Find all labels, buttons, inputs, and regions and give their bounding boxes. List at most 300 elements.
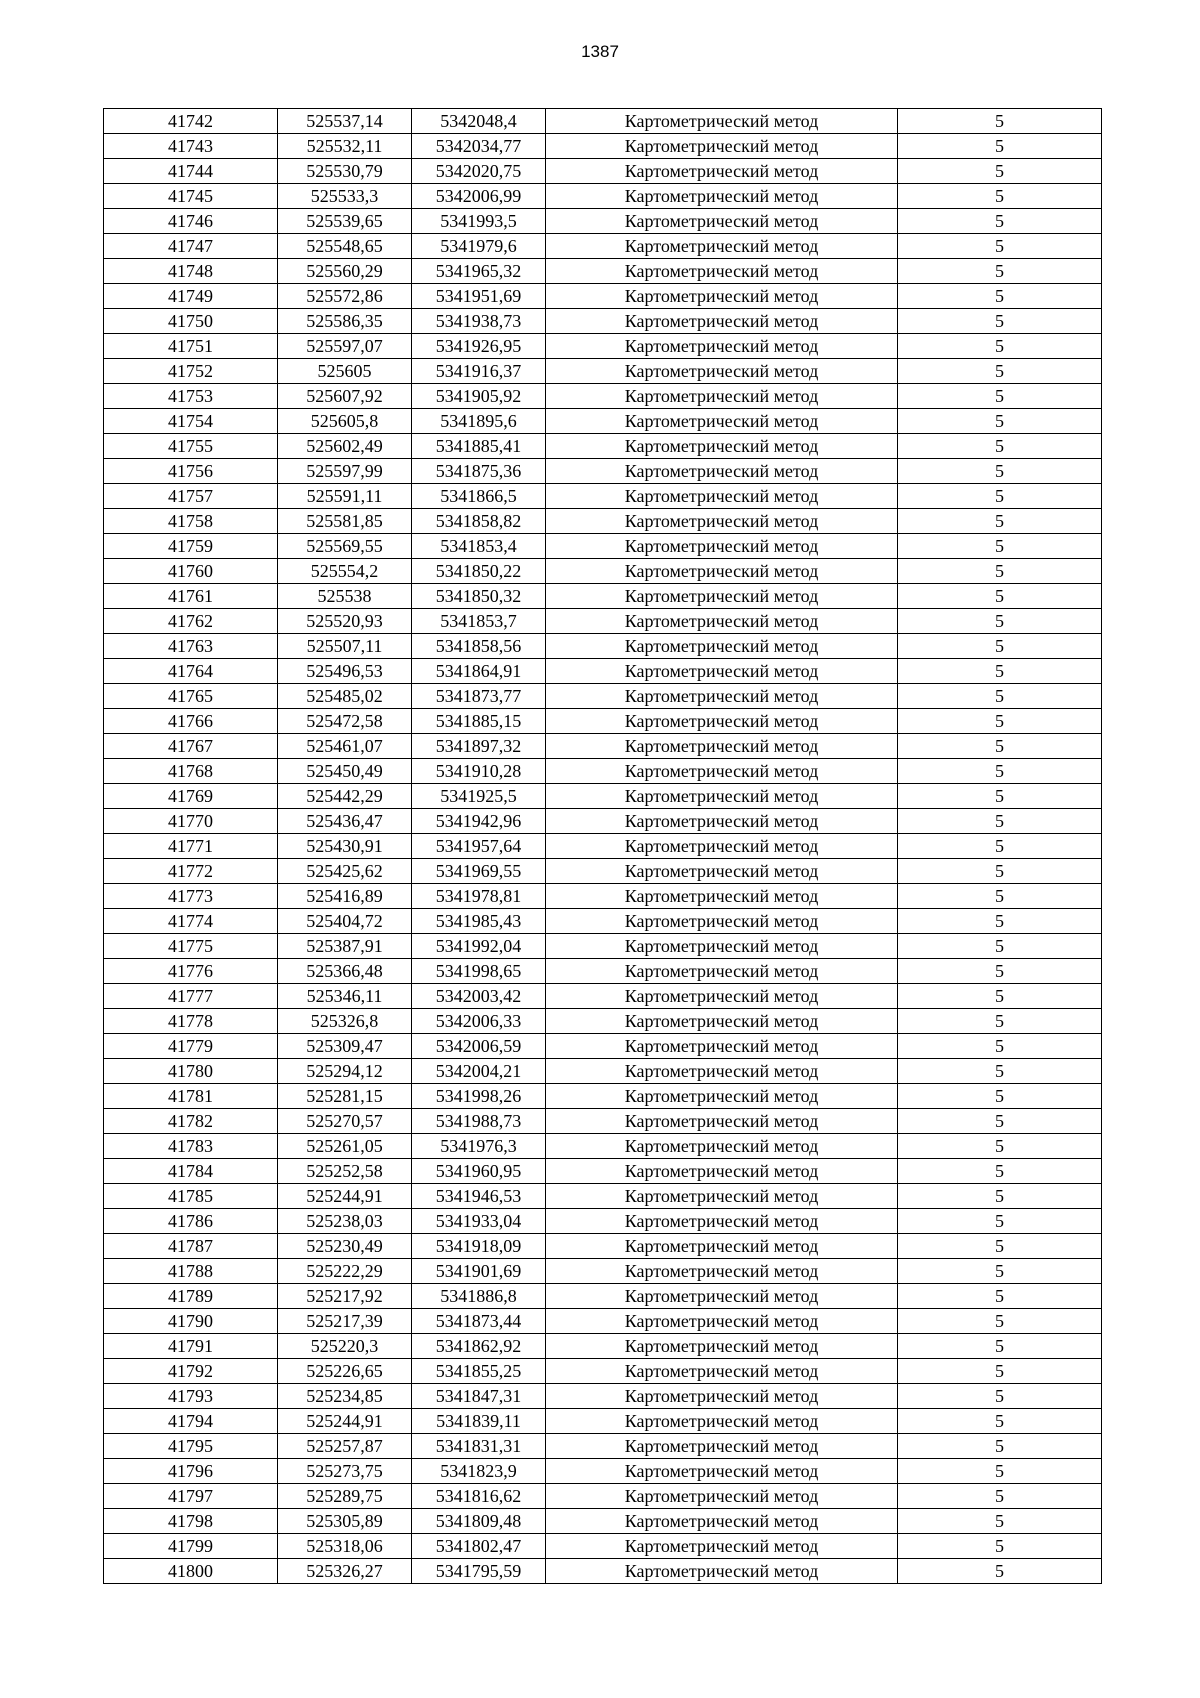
table-row <box>104 884 1102 909</box>
y-coordinate-cell: 5341979,6 <box>412 234 546 259</box>
table-row <box>104 609 1102 634</box>
table-row <box>104 859 1102 884</box>
y-coordinate-cell: 5341873,44 <box>412 1309 546 1334</box>
accuracy-cell: 5 <box>898 459 1102 484</box>
point-number-cell: 41777 <box>104 984 278 1009</box>
method-cell: Картометрический метод <box>546 259 898 284</box>
accuracy-cell: 5 <box>898 559 1102 584</box>
point-number-cell: 41786 <box>104 1209 278 1234</box>
accuracy-cell: 5 <box>898 1259 1102 1284</box>
method-cell: Картометрический метод <box>546 484 898 509</box>
accuracy-cell: 5 <box>898 1059 1102 1084</box>
table-row <box>104 1159 1102 1184</box>
accuracy-cell: 5 <box>898 284 1102 309</box>
accuracy-cell: 5 <box>898 209 1102 234</box>
method-cell: Картометрический метод <box>546 559 898 584</box>
y-coordinate-cell: 5341886,8 <box>412 1284 546 1309</box>
x-coordinate-cell: 525605,8 <box>278 409 412 434</box>
x-coordinate-cell: 525257,87 <box>278 1434 412 1459</box>
accuracy-cell: 5 <box>898 1509 1102 1534</box>
accuracy-cell: 5 <box>898 684 1102 709</box>
accuracy-cell: 5 <box>898 634 1102 659</box>
point-number-cell: 41799 <box>104 1534 278 1559</box>
point-number-cell: 41791 <box>104 1334 278 1359</box>
accuracy-cell: 5 <box>898 959 1102 984</box>
y-coordinate-cell: 5341850,22 <box>412 559 546 584</box>
method-cell: Картометрический метод <box>546 1184 898 1209</box>
method-cell: Картометрический метод <box>546 859 898 884</box>
table-row <box>104 1359 1102 1384</box>
y-coordinate-cell: 5341864,91 <box>412 659 546 684</box>
x-coordinate-cell: 525326,8 <box>278 1009 412 1034</box>
table-row <box>104 409 1102 434</box>
point-number-cell: 41793 <box>104 1384 278 1409</box>
x-coordinate-cell: 525326,27 <box>278 1559 412 1584</box>
y-coordinate-cell: 5341976,3 <box>412 1134 546 1159</box>
accuracy-cell: 5 <box>898 409 1102 434</box>
table-row <box>104 1309 1102 1334</box>
accuracy-cell: 5 <box>898 534 1102 559</box>
accuracy-cell: 5 <box>898 1034 1102 1059</box>
point-number-cell: 41783 <box>104 1134 278 1159</box>
point-number-cell: 41773 <box>104 884 278 909</box>
x-coordinate-cell: 525294,12 <box>278 1059 412 1084</box>
point-number-cell: 41754 <box>104 409 278 434</box>
point-number-cell: 41781 <box>104 1084 278 1109</box>
y-coordinate-cell: 5341992,04 <box>412 934 546 959</box>
y-coordinate-cell: 5341951,69 <box>412 284 546 309</box>
method-cell: Картометрический метод <box>546 1359 898 1384</box>
x-coordinate-cell: 525404,72 <box>278 909 412 934</box>
y-coordinate-cell: 5341802,47 <box>412 1534 546 1559</box>
x-coordinate-cell: 525281,15 <box>278 1084 412 1109</box>
table-row <box>104 459 1102 484</box>
point-number-cell: 41762 <box>104 609 278 634</box>
x-coordinate-cell: 525222,29 <box>278 1259 412 1284</box>
x-coordinate-cell: 525217,92 <box>278 1284 412 1309</box>
y-coordinate-cell: 5341853,4 <box>412 534 546 559</box>
point-number-cell: 41774 <box>104 909 278 934</box>
accuracy-cell: 5 <box>898 1434 1102 1459</box>
table-row <box>104 659 1102 684</box>
y-coordinate-cell: 5341918,09 <box>412 1234 546 1259</box>
y-coordinate-cell: 5341895,6 <box>412 409 546 434</box>
table-row <box>104 584 1102 609</box>
point-number-cell: 41794 <box>104 1409 278 1434</box>
accuracy-cell: 5 <box>898 1134 1102 1159</box>
point-number-cell: 41784 <box>104 1159 278 1184</box>
table-row <box>104 1534 1102 1559</box>
method-cell: Картометрический метод <box>546 909 898 934</box>
x-coordinate-cell: 525230,49 <box>278 1234 412 1259</box>
point-number-cell: 41764 <box>104 659 278 684</box>
table-row <box>104 384 1102 409</box>
method-cell: Картометрический метод <box>546 684 898 709</box>
method-cell: Картометрический метод <box>546 459 898 484</box>
method-cell: Картометрический метод <box>546 1459 898 1484</box>
accuracy-cell: 5 <box>898 509 1102 534</box>
y-coordinate-cell: 5341885,41 <box>412 434 546 459</box>
accuracy-cell: 5 <box>898 334 1102 359</box>
point-number-cell: 41743 <box>104 134 278 159</box>
table-row <box>104 309 1102 334</box>
point-number-cell: 41782 <box>104 1109 278 1134</box>
x-coordinate-cell: 525507,11 <box>278 634 412 659</box>
accuracy-cell: 5 <box>898 1534 1102 1559</box>
point-number-cell: 41744 <box>104 159 278 184</box>
point-number-cell: 41745 <box>104 184 278 209</box>
table-row <box>104 359 1102 384</box>
table-row <box>104 259 1102 284</box>
accuracy-cell: 5 <box>898 1409 1102 1434</box>
point-number-cell: 41767 <box>104 734 278 759</box>
accuracy-cell: 5 <box>898 1384 1102 1409</box>
x-coordinate-cell: 525442,29 <box>278 784 412 809</box>
method-cell: Картометрический метод <box>546 1134 898 1159</box>
x-coordinate-cell: 525572,86 <box>278 284 412 309</box>
table-row <box>104 684 1102 709</box>
y-coordinate-cell: 5341853,7 <box>412 609 546 634</box>
y-coordinate-cell: 5341873,77 <box>412 684 546 709</box>
method-cell: Картометрический метод <box>546 959 898 984</box>
table-row <box>104 1434 1102 1459</box>
x-coordinate-cell: 525461,07 <box>278 734 412 759</box>
coordinates-table <box>103 108 1102 1584</box>
method-cell: Картометрический метод <box>546 1309 898 1334</box>
accuracy-cell: 5 <box>898 359 1102 384</box>
accuracy-cell: 5 <box>898 134 1102 159</box>
accuracy-cell: 5 <box>898 434 1102 459</box>
x-coordinate-cell: 525485,02 <box>278 684 412 709</box>
point-number-cell: 41757 <box>104 484 278 509</box>
table-row <box>104 759 1102 784</box>
method-cell: Картометрический метод <box>546 109 898 134</box>
y-coordinate-cell: 5342006,33 <box>412 1009 546 1034</box>
point-number-cell: 41747 <box>104 234 278 259</box>
table-row <box>104 1059 1102 1084</box>
accuracy-cell: 5 <box>898 934 1102 959</box>
y-coordinate-cell: 5341969,55 <box>412 859 546 884</box>
table-row <box>104 109 1102 134</box>
x-coordinate-cell: 525217,39 <box>278 1309 412 1334</box>
method-cell: Картометрический метод <box>546 1534 898 1559</box>
table-row <box>104 1134 1102 1159</box>
x-coordinate-cell: 525538 <box>278 584 412 609</box>
method-cell: Картометрический метод <box>546 284 898 309</box>
method-cell: Картометрический метод <box>546 1084 898 1109</box>
table-row <box>104 709 1102 734</box>
x-coordinate-cell: 525532,11 <box>278 134 412 159</box>
method-cell: Картометрический метод <box>546 1384 898 1409</box>
accuracy-cell: 5 <box>898 1334 1102 1359</box>
y-coordinate-cell: 5341831,31 <box>412 1434 546 1459</box>
y-coordinate-cell: 5341998,65 <box>412 959 546 984</box>
table-row <box>104 134 1102 159</box>
x-coordinate-cell: 525226,65 <box>278 1359 412 1384</box>
method-cell: Картометрический метод <box>546 1109 898 1134</box>
x-coordinate-cell: 525309,47 <box>278 1034 412 1059</box>
method-cell: Картометрический метод <box>546 884 898 909</box>
point-number-cell: 41788 <box>104 1259 278 1284</box>
x-coordinate-cell: 525220,3 <box>278 1334 412 1359</box>
accuracy-cell: 5 <box>898 1234 1102 1259</box>
accuracy-cell: 5 <box>898 1309 1102 1334</box>
point-number-cell: 41766 <box>104 709 278 734</box>
accuracy-cell: 5 <box>898 984 1102 1009</box>
y-coordinate-cell: 5341985,43 <box>412 909 546 934</box>
table-row <box>104 959 1102 984</box>
accuracy-cell: 5 <box>898 809 1102 834</box>
y-coordinate-cell: 5341795,59 <box>412 1559 546 1584</box>
y-coordinate-cell: 5341823,9 <box>412 1459 546 1484</box>
table-row <box>104 984 1102 1009</box>
x-coordinate-cell: 525602,49 <box>278 434 412 459</box>
y-coordinate-cell: 5341957,64 <box>412 834 546 859</box>
table-row <box>104 1209 1102 1234</box>
y-coordinate-cell: 5341901,69 <box>412 1259 546 1284</box>
method-cell: Картометрический метод <box>546 834 898 859</box>
table-row <box>104 1559 1102 1584</box>
method-cell: Картометрический метод <box>546 784 898 809</box>
table-row <box>104 809 1102 834</box>
table-row <box>104 284 1102 309</box>
accuracy-cell: 5 <box>898 909 1102 934</box>
accuracy-cell: 5 <box>898 609 1102 634</box>
table-row <box>104 1509 1102 1534</box>
table-row <box>104 1034 1102 1059</box>
point-number-cell: 41795 <box>104 1434 278 1459</box>
point-number-cell: 41797 <box>104 1484 278 1509</box>
point-number-cell: 41771 <box>104 834 278 859</box>
y-coordinate-cell: 5341946,53 <box>412 1184 546 1209</box>
y-coordinate-cell: 5341933,04 <box>412 1209 546 1234</box>
table-row <box>104 534 1102 559</box>
accuracy-cell: 5 <box>898 1009 1102 1034</box>
accuracy-cell: 5 <box>898 234 1102 259</box>
x-coordinate-cell: 525539,65 <box>278 209 412 234</box>
accuracy-cell: 5 <box>898 659 1102 684</box>
y-coordinate-cell: 5342020,75 <box>412 159 546 184</box>
method-cell: Картометрический метод <box>546 1284 898 1309</box>
point-number-cell: 41779 <box>104 1034 278 1059</box>
method-cell: Картометрический метод <box>546 434 898 459</box>
x-coordinate-cell: 525238,03 <box>278 1209 412 1234</box>
x-coordinate-cell: 525548,65 <box>278 234 412 259</box>
x-coordinate-cell: 525244,91 <box>278 1409 412 1434</box>
method-cell: Картометрический метод <box>546 1259 898 1284</box>
point-number-cell: 41789 <box>104 1284 278 1309</box>
table-row <box>104 234 1102 259</box>
y-coordinate-cell: 5341942,96 <box>412 809 546 834</box>
x-coordinate-cell: 525591,11 <box>278 484 412 509</box>
x-coordinate-cell: 525261,05 <box>278 1134 412 1159</box>
method-cell: Картометрический метод <box>546 1009 898 1034</box>
y-coordinate-cell: 5341938,73 <box>412 309 546 334</box>
accuracy-cell: 5 <box>898 834 1102 859</box>
accuracy-cell: 5 <box>898 1359 1102 1384</box>
x-coordinate-cell: 525597,99 <box>278 459 412 484</box>
table-row <box>104 1384 1102 1409</box>
x-coordinate-cell: 525289,75 <box>278 1484 412 1509</box>
point-number-cell: 41763 <box>104 634 278 659</box>
x-coordinate-cell: 525270,57 <box>278 1109 412 1134</box>
table-row <box>104 934 1102 959</box>
table-row <box>104 184 1102 209</box>
point-number-cell: 41742 <box>104 109 278 134</box>
table-row <box>104 334 1102 359</box>
x-coordinate-cell: 525387,91 <box>278 934 412 959</box>
point-number-cell: 41755 <box>104 434 278 459</box>
x-coordinate-cell: 525318,06 <box>278 1534 412 1559</box>
y-coordinate-cell: 5341862,92 <box>412 1334 546 1359</box>
y-coordinate-cell: 5341905,92 <box>412 384 546 409</box>
table-row <box>104 159 1102 184</box>
table-row <box>104 1459 1102 1484</box>
y-coordinate-cell: 5342048,4 <box>412 109 546 134</box>
x-coordinate-cell: 525560,29 <box>278 259 412 284</box>
method-cell: Картометрический метод <box>546 759 898 784</box>
y-coordinate-cell: 5341998,26 <box>412 1084 546 1109</box>
point-number-cell: 41792 <box>104 1359 278 1384</box>
x-coordinate-cell: 525537,14 <box>278 109 412 134</box>
table-row <box>104 1284 1102 1309</box>
method-cell: Картометрический метод <box>546 584 898 609</box>
x-coordinate-cell: 525607,92 <box>278 384 412 409</box>
accuracy-cell: 5 <box>898 1209 1102 1234</box>
accuracy-cell: 5 <box>898 1184 1102 1209</box>
point-number-cell: 41750 <box>104 309 278 334</box>
table-row <box>104 509 1102 534</box>
method-cell: Картометрический метод <box>546 734 898 759</box>
table-row <box>104 1084 1102 1109</box>
point-number-cell: 41772 <box>104 859 278 884</box>
accuracy-cell: 5 <box>898 159 1102 184</box>
method-cell: Картометрический метод <box>546 134 898 159</box>
point-number-cell: 41775 <box>104 934 278 959</box>
y-coordinate-cell: 5342006,59 <box>412 1034 546 1059</box>
method-cell: Картометрический метод <box>546 384 898 409</box>
x-coordinate-cell: 525430,91 <box>278 834 412 859</box>
x-coordinate-cell: 525533,3 <box>278 184 412 209</box>
y-coordinate-cell: 5341839,11 <box>412 1409 546 1434</box>
x-coordinate-cell: 525569,55 <box>278 534 412 559</box>
accuracy-cell: 5 <box>898 1284 1102 1309</box>
accuracy-cell: 5 <box>898 784 1102 809</box>
table-row <box>104 909 1102 934</box>
x-coordinate-cell: 525244,91 <box>278 1184 412 1209</box>
accuracy-cell: 5 <box>898 884 1102 909</box>
y-coordinate-cell: 5342006,99 <box>412 184 546 209</box>
method-cell: Картометрический метод <box>546 334 898 359</box>
table-row <box>104 1009 1102 1034</box>
accuracy-cell: 5 <box>898 759 1102 784</box>
method-cell: Картометрический метод <box>546 1509 898 1534</box>
accuracy-cell: 5 <box>898 184 1102 209</box>
y-coordinate-cell: 5341926,95 <box>412 334 546 359</box>
accuracy-cell: 5 <box>898 584 1102 609</box>
table-row <box>104 784 1102 809</box>
page-number: 1387 <box>581 42 619 61</box>
y-coordinate-cell: 5341988,73 <box>412 1109 546 1134</box>
method-cell: Картометрический метод <box>546 984 898 1009</box>
table-row <box>104 1334 1102 1359</box>
method-cell: Картометрический метод <box>546 709 898 734</box>
x-coordinate-cell: 525416,89 <box>278 884 412 909</box>
y-coordinate-cell: 5342034,77 <box>412 134 546 159</box>
x-coordinate-cell: 525252,58 <box>278 1159 412 1184</box>
x-coordinate-cell: 525586,35 <box>278 309 412 334</box>
table-row <box>104 734 1102 759</box>
y-coordinate-cell: 5341993,5 <box>412 209 546 234</box>
method-cell: Картометрический метод <box>546 409 898 434</box>
x-coordinate-cell: 525520,93 <box>278 609 412 634</box>
table-row <box>104 634 1102 659</box>
coordinates-table-body <box>104 109 1102 1584</box>
y-coordinate-cell: 5342004,21 <box>412 1059 546 1084</box>
point-number-cell: 41776 <box>104 959 278 984</box>
accuracy-cell: 5 <box>898 859 1102 884</box>
point-number-cell: 41770 <box>104 809 278 834</box>
point-number-cell: 41758 <box>104 509 278 534</box>
table-row <box>104 559 1102 584</box>
method-cell: Картометрический метод <box>546 1409 898 1434</box>
accuracy-cell: 5 <box>898 309 1102 334</box>
y-coordinate-cell: 5341855,25 <box>412 1359 546 1384</box>
x-coordinate-cell: 525234,85 <box>278 1384 412 1409</box>
accuracy-cell: 5 <box>898 109 1102 134</box>
point-number-cell: 41785 <box>104 1184 278 1209</box>
table-row <box>104 484 1102 509</box>
x-coordinate-cell: 525472,58 <box>278 709 412 734</box>
y-coordinate-cell: 5341875,36 <box>412 459 546 484</box>
method-cell: Картометрический метод <box>546 1484 898 1509</box>
table-row <box>104 1184 1102 1209</box>
method-cell: Картометрический метод <box>546 509 898 534</box>
y-coordinate-cell: 5341916,37 <box>412 359 546 384</box>
accuracy-cell: 5 <box>898 484 1102 509</box>
point-number-cell: 41756 <box>104 459 278 484</box>
y-coordinate-cell: 5341816,62 <box>412 1484 546 1509</box>
accuracy-cell: 5 <box>898 1159 1102 1184</box>
y-coordinate-cell: 5341809,48 <box>412 1509 546 1534</box>
y-coordinate-cell: 5341897,32 <box>412 734 546 759</box>
accuracy-cell: 5 <box>898 1109 1102 1134</box>
point-number-cell: 41760 <box>104 559 278 584</box>
x-coordinate-cell: 525425,62 <box>278 859 412 884</box>
method-cell: Картометрический метод <box>546 534 898 559</box>
y-coordinate-cell: 5341858,56 <box>412 634 546 659</box>
y-coordinate-cell: 5341850,32 <box>412 584 546 609</box>
method-cell: Картометрический метод <box>546 159 898 184</box>
table-row <box>104 1409 1102 1434</box>
table-row <box>104 434 1102 459</box>
accuracy-cell: 5 <box>898 709 1102 734</box>
accuracy-cell: 5 <box>898 1084 1102 1109</box>
x-coordinate-cell: 525597,07 <box>278 334 412 359</box>
method-cell: Картометрический метод <box>546 934 898 959</box>
accuracy-cell: 5 <box>898 259 1102 284</box>
method-cell: Картометрический метод <box>546 209 898 234</box>
y-coordinate-cell: 5341965,32 <box>412 259 546 284</box>
method-cell: Картометрический метод <box>546 1559 898 1584</box>
y-coordinate-cell: 5341960,95 <box>412 1159 546 1184</box>
method-cell: Картометрический метод <box>546 184 898 209</box>
method-cell: Картометрический метод <box>546 659 898 684</box>
y-coordinate-cell: 5341925,5 <box>412 784 546 809</box>
table-row <box>104 1109 1102 1134</box>
x-coordinate-cell: 525530,79 <box>278 159 412 184</box>
point-number-cell: 41787 <box>104 1234 278 1259</box>
